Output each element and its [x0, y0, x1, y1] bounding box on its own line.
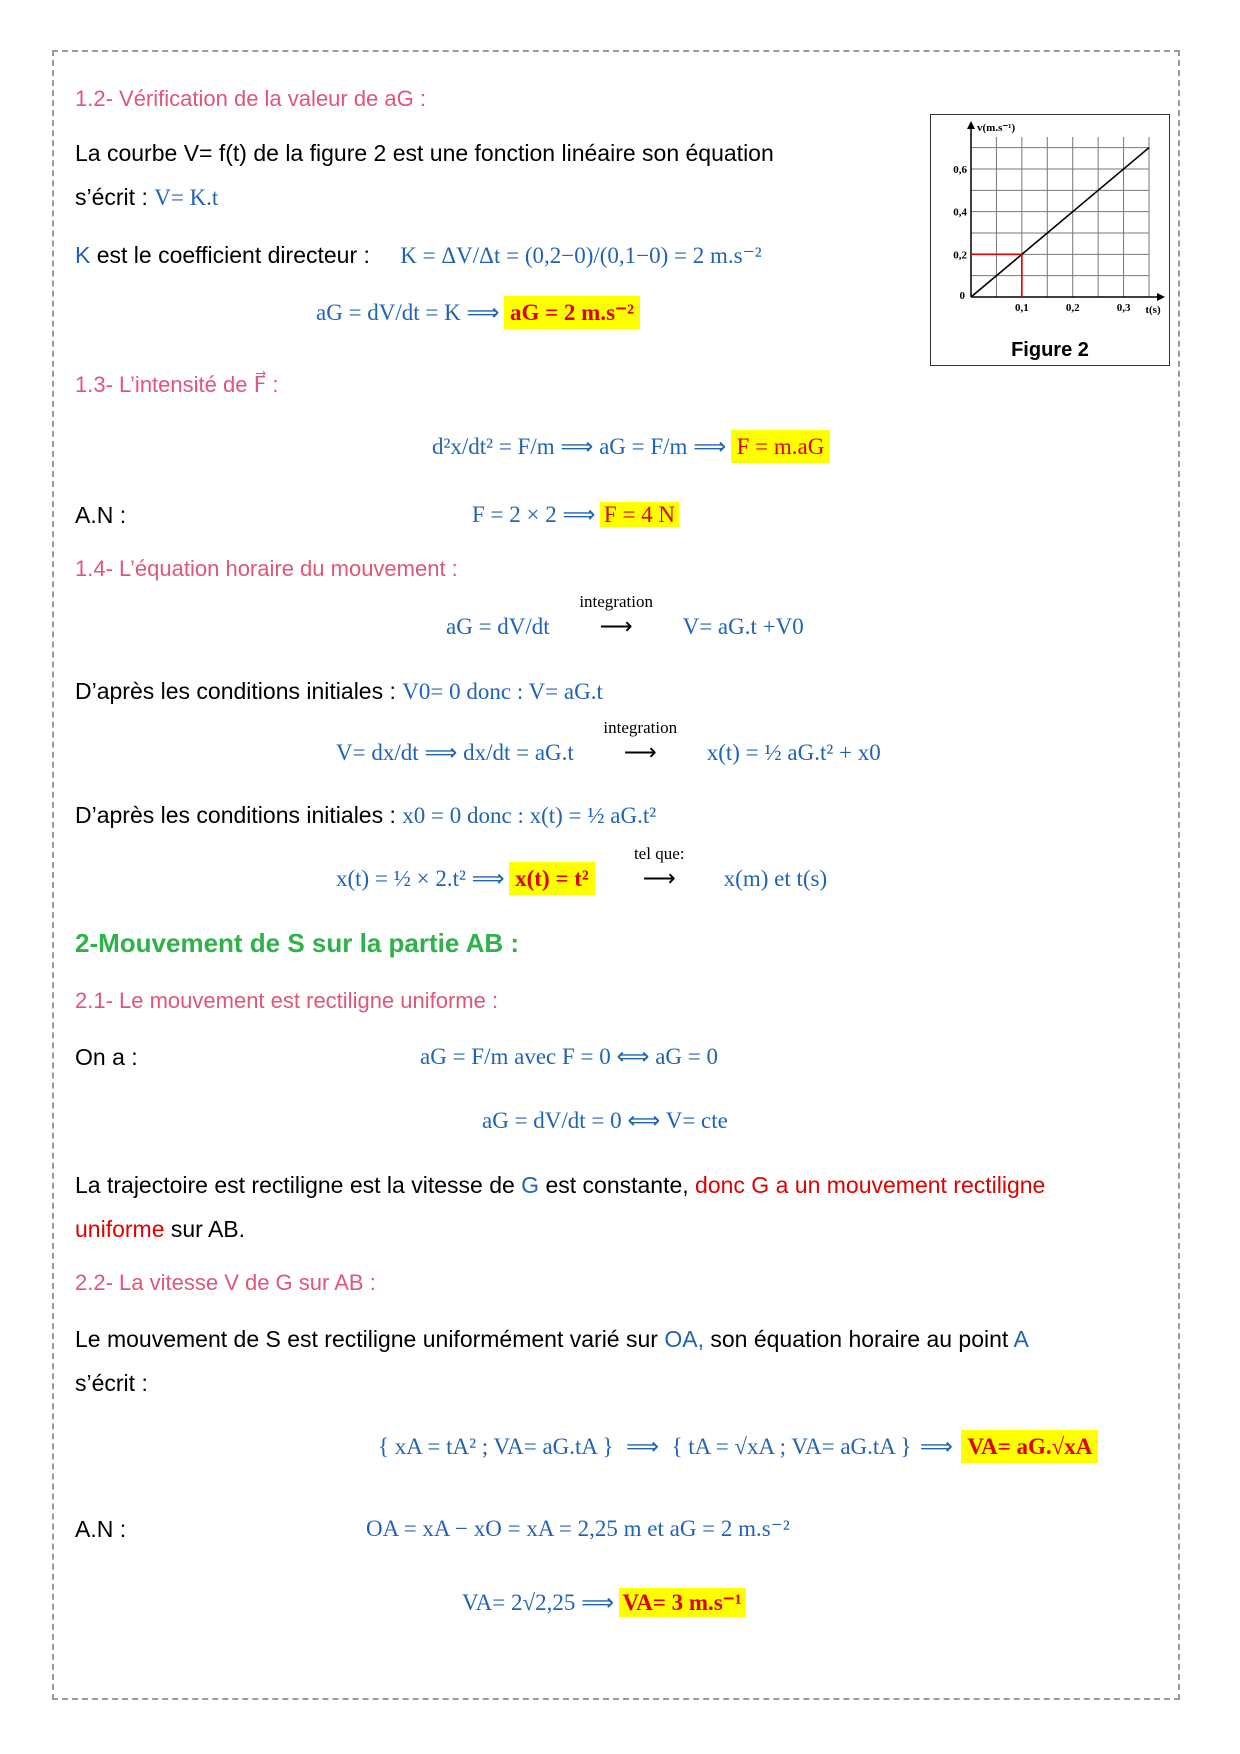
- section-1-4-heading: 1.4- L’équation horaire du mouvement :: [75, 556, 458, 581]
- s22-para-line2: s’écrit :: [75, 1370, 148, 1396]
- section-1-3-heading: 1.3- L’intensité de F⃗ :: [75, 372, 279, 397]
- x-tick-label: 0,1: [1014, 302, 1029, 314]
- s21-eq1: aG = F/m avec F = 0 ⟺ aG = 0: [420, 1044, 719, 1069]
- section-1-2-heading: 1.2- Vérification de la valeur de aG :: [75, 86, 426, 111]
- s13-an-line: [472, 502, 679, 528]
- s21-eq2: aG = dV/dt = 0 ⟺ V= cte: [482, 1108, 728, 1133]
- section-2-heading: 2-Mouvement de S sur la partie AB :: [75, 928, 520, 958]
- s22-system-result: VA= aG.√xA: [961, 1430, 1098, 1463]
- s14-eq3-result: x(t) = t²: [509, 862, 595, 895]
- s22-system-left: { xA = tA² ; VA= aG.tA }: [378, 1434, 614, 1459]
- s22-an-label: A.N :: [75, 1516, 127, 1542]
- x-tick-label: 0,3: [1116, 302, 1131, 314]
- s12-k-line: [75, 242, 762, 269]
- s22-p1-b: son équation horaire au point: [703, 1326, 1014, 1352]
- s13-an-label: A.N :: [75, 502, 127, 528]
- s12-line2: [75, 184, 218, 211]
- figure-2: [930, 114, 1170, 366]
- s21-p2-rest: sur AB.: [164, 1216, 246, 1242]
- s22-para-line1: [75, 1326, 1029, 1353]
- s14-ci2: [75, 802, 656, 829]
- s21-p1-g: G: [521, 1172, 540, 1198]
- x-axis-label: t(s): [1145, 304, 1161, 316]
- s12-k-text: est le coefficient directeur :: [96, 242, 370, 268]
- s14-ci2-eq: x0 = 0 donc : x(t) = ½ aG.t²: [402, 803, 657, 828]
- s12-line2-label: s’écrit :: [75, 184, 148, 210]
- s12-line1: La courbe V= f(t) de la figure 2 est une fonction linéaire son équation: [75, 140, 774, 166]
- velocity-time-chart: [931, 115, 1169, 339]
- s22-an-equation: OA = xA − xO = xA = 2,25 m et aG = 2 m.s⁻²: [366, 1516, 790, 1541]
- s14-eq3-right: x(m) et t(s): [723, 866, 828, 891]
- s21-p1-b: est constante,: [539, 1172, 696, 1198]
- s13-result: F = m.aG: [731, 430, 831, 463]
- y-tick-label: 0,2: [953, 249, 967, 262]
- s22-system-right: { tA = √xA ; VA= aG.tA }: [671, 1434, 912, 1459]
- figure-caption: Figure 2: [1011, 339, 1089, 361]
- s14-ci1-label: D’après les conditions initiales :: [75, 678, 396, 704]
- s12-ag-result: aG = 2 m.s⁻²: [504, 296, 640, 329]
- s22-final-equation: VA= 2√2,25 ⟹: [462, 1590, 615, 1615]
- s12-ag-equation: aG = dV/dt = K ⟹: [316, 300, 500, 325]
- y-tick-label: 0,6: [953, 164, 967, 176]
- s22-system-line: { xA = tA² ; VA= aG.tA } ⟹ { tA = √xA ; VA= aG.tA } ⟹ VA= aG.√xA: [378, 1434, 1098, 1460]
- s13-eq-line: [432, 434, 830, 460]
- y-axis-arrow: [967, 121, 975, 129]
- s14-eq1-arrow: integration ⟶: [560, 614, 672, 640]
- s22-p1-oa: OA,: [664, 1326, 704, 1352]
- s22-p1-a: Le mouvement de S est rectiligne uniformément varié sur: [75, 1326, 665, 1352]
- s14-eq2-arrow: integration ⟶: [584, 740, 696, 766]
- s14-eq2: [336, 718, 881, 766]
- s14-eq1-left: aG = dV/dt: [446, 614, 550, 639]
- s22-final-line: [462, 1590, 746, 1616]
- s14-eq1-arrow-label: integration: [579, 592, 653, 611]
- section-2-2-heading: 2.2- La vitesse V de G sur AB :: [75, 1270, 376, 1295]
- y-axis-label: v(m.s⁻¹): [977, 122, 1016, 134]
- s14-eq3: [336, 844, 828, 892]
- s21-p2-red: uniforme: [75, 1216, 165, 1242]
- s14-eq3-arrow: tel que: ⟶: [609, 866, 709, 892]
- origin-label: 0: [959, 290, 965, 302]
- s12-line2-eq: V= K.t: [154, 185, 219, 210]
- s21-p1-a: La trajectoire est rectiligne est la vitesse de: [75, 1172, 522, 1198]
- s14-ci2-label: D’après les conditions initiales :: [75, 802, 396, 828]
- s14-eq3-arrow-label: tel que:: [633, 844, 685, 863]
- s13-an-result: F = 4 N: [600, 502, 679, 527]
- s21-on-a: On a :: [75, 1044, 138, 1070]
- s22-p1-A: A: [1013, 1326, 1029, 1352]
- s14-eq2-left: V= dx/dt ⟹ dx/dt = aG.t: [336, 740, 574, 765]
- s22-final-result: VA= 3 m.s⁻¹: [619, 1588, 746, 1617]
- y-tick-label: 0,4: [953, 206, 967, 219]
- s14-eq2-arrow-label: integration: [603, 718, 678, 737]
- s12-k-symbol: K: [75, 242, 91, 268]
- s14-eq1: [446, 592, 804, 640]
- s14-ci1-eq: V0= 0 donc : V= aG.t: [402, 679, 603, 704]
- x-tick-label: 0,2: [1065, 302, 1080, 314]
- s12-ag-line: [316, 300, 640, 326]
- s14-eq1-right: V= aG.t +V0: [682, 614, 804, 639]
- s14-ci1: [75, 678, 603, 705]
- s13-an-equation: F = 2 × 2 ⟹: [472, 502, 596, 527]
- s14-eq3-left: x(t) = ½ × 2.t² ⟹: [336, 866, 505, 891]
- section-2-1-heading: 2.1- Le mouvement est rectiligne uniforme :: [75, 988, 499, 1013]
- x-axis-arrow: [1157, 293, 1165, 301]
- s21-para-line2: [75, 1216, 245, 1243]
- s13-equation: d²x/dt² = F/m ⟹ aG = F/m ⟹: [432, 434, 727, 459]
- s14-eq2-right: x(t) = ½ aG.t² + x0: [706, 740, 881, 765]
- s21-para-line1: [75, 1172, 1045, 1199]
- s12-k-equation: K = ΔV/Δt = (0,2−0)/(0,1−0) = 2 m.s⁻²: [400, 243, 762, 268]
- s21-p1-red: donc G a un mouvement rectiligne: [695, 1172, 1046, 1198]
- velocity-line: [971, 148, 1149, 297]
